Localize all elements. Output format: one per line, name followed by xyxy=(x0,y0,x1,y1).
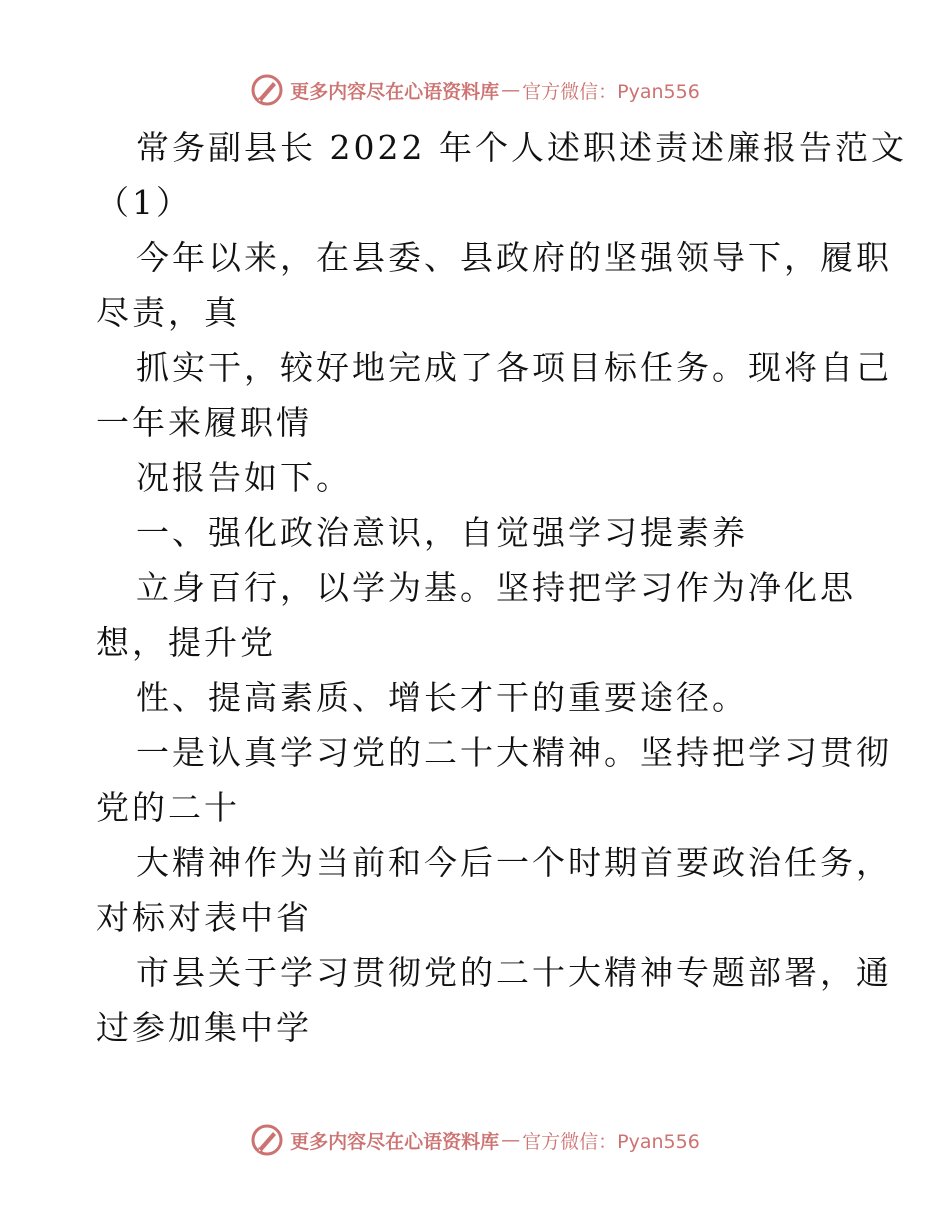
watermark-suffix: 官方微信：Pyan556 xyxy=(522,1130,700,1153)
paragraph-line: 一年来履职情 xyxy=(96,403,312,442)
watermark-separator: — xyxy=(501,1129,521,1151)
watermark-brand: 更多内容尽在心语资料库 xyxy=(290,1130,500,1153)
paragraph-line: 况报告如下。 xyxy=(136,458,352,497)
watermark-suffix: 官方微信：Pyan556 xyxy=(522,80,700,103)
watermark-footer xyxy=(0,1120,950,1160)
paragraph-line: 抓实干，较好地完成了各项目标任务。现将自己 xyxy=(136,348,892,387)
paragraph-line: 过参加集中学 xyxy=(96,1008,312,1047)
document-title-cont: （1） xyxy=(96,183,192,222)
watermark-brand: 更多内容尽在心语资料库 xyxy=(290,80,500,103)
pen-logo-icon xyxy=(250,1123,284,1157)
paragraph-line: 党的二十 xyxy=(96,788,240,827)
watermark-header xyxy=(0,70,950,110)
document-body xyxy=(96,120,907,1055)
paragraph-line: 性、提高素质、增长才干的重要途径。 xyxy=(136,678,748,717)
paragraph-line: 大精神作为当前和今后一个时期首要政治任务， xyxy=(136,843,892,882)
watermark-separator: — xyxy=(501,79,521,101)
section-heading: 一、强化政治意识，自觉强学习提素养 xyxy=(136,513,748,552)
paragraph-line: 想，提升党 xyxy=(96,623,276,662)
paragraph-line: 尽责，真 xyxy=(96,293,240,332)
pen-logo-icon xyxy=(250,73,284,107)
paragraph-line: 立身百行，以学为基。坚持把学习作为净化思 xyxy=(136,568,856,607)
document-title: 常务副县长 2022 年个人述职述责述廉报告范文 xyxy=(136,128,907,167)
paragraph-line: 对标对表中省 xyxy=(96,898,312,937)
paragraph-line: 一是认真学习党的二十大精神。坚持把学习贯彻 xyxy=(136,733,892,772)
paragraph-line: 市县关于学习贯彻党的二十大精神专题部署，通 xyxy=(136,953,892,992)
paragraph-line: 今年以来，在县委、县政府的坚强领导下，履职 xyxy=(136,238,892,277)
